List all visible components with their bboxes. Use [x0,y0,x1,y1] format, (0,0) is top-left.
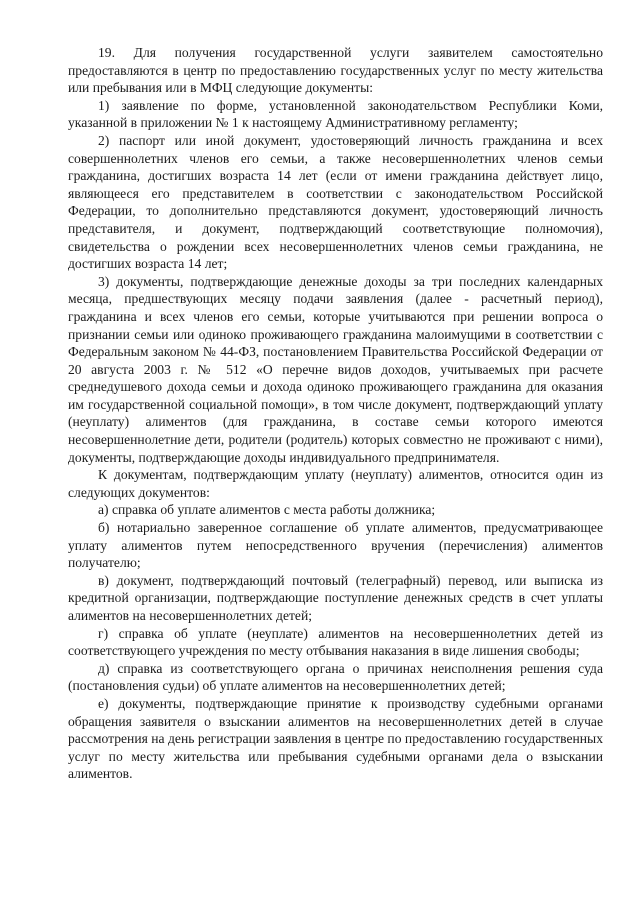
paragraph-alimony-documents: К документам, подтверждающим уплату (неуплату) алиментов, относится один из следующих документов: [68,467,603,500]
list-item-b: б) нотариально заверенное соглашение об уплате алиментов, предусматривающее уплату алиментов путем непосредственного вручения (перечисления) алиментов получателю; [68,520,603,571]
paragraph-19-intro: 19. Для получения государственной услуги заявителем самостоятельно предоставляются в центр по предоставлению государственных услуг по месту жительства или пребывания или в МФЦ следующие документы: [68,45,603,96]
list-item-2-passport: 2) паспорт или иной документ, удостоверяющий личность гражданина и всех совершеннолетних членов его семьи, а также несовершеннолетних членов семьи гражданина, достигших возраста 14 лет (если от имени гражданина действует лицо, являющееся его представителем в соответствии с законодательством Российской Федерации, то дополнительно представляются документ, удостоверяющий личность представителя, и документ, подтверждающий соответствующие полномочия), свидетельства о рождении всех несовершеннолетних членов семьи гражданина, не достигших возраста 14 лет; [68,132,603,272]
list-item-d: д) справка из соответствующего органа о причинах неисполнения решения суда (постановления судьи) об уплате алиментов на несовершеннолетних детей; [68,660,603,694]
document-page [68,44,603,783]
list-item-g: г) справка об уплате (неуплате) алиментов на несовершеннолетних детей из соответствующего учреждения по месту отбывания наказания в виде лишения свободы; [68,625,603,659]
list-item-1-application: 1) заявление по форме, установленной законодательством Республики Коми, указанной в приложении № 1 к настоящему Административному регламенту; [68,97,603,131]
list-item-a: а) справка об уплате алиментов с места работы должника; [98,502,436,518]
list-item-v: в) документ, подтверждающий почтовый (телеграфный) перевод, или выписка из кредитной организации, подтверждающие поступление денежных средств в счет уплаты алиментов на несовершеннолетних детей; [68,572,603,623]
list-item-e: е) документы, подтверждающие принятие к производству судебными органами обращения заявителя о взыскании алиментов на несовершеннолетних детей в случае рассмотрения на день регистрации заявления в центре по предоставлению государственных услуг по месту жительства или пребывания судебными органами дела о взыскании алиментов. [68,695,603,782]
list-item-3-income-documents: 3) документы, подтверждающие денежные доходы за три последних календарных месяца, предшествующих месяцу подачи заявления (далее - расчетный период), гражданина и всех членов его семьи, которые учитываются при решении вопроса о признании семьи или одиноко проживающего гражданина малоимущими в соответствии с Федеральным законом № 44-ФЗ, постановлением Правительства Российской Федерации от 20 августа 2003 г. № 512 «О перечне видов доходов, учитываемых при расчете среднедушевого дохода семьи и дохода одиноко проживающего гражданина для оказания им государственной социальной помощи», в том числе документ, подтверждающий уплату (неуплату) алиментов (для гражданина, в составе семьи которого имеются несовершеннолетние дети, родители (родитель) которых совместно не проживают с ними), документы, подтверждающие доходы индивидуального предпринимателя. [68,273,603,465]
